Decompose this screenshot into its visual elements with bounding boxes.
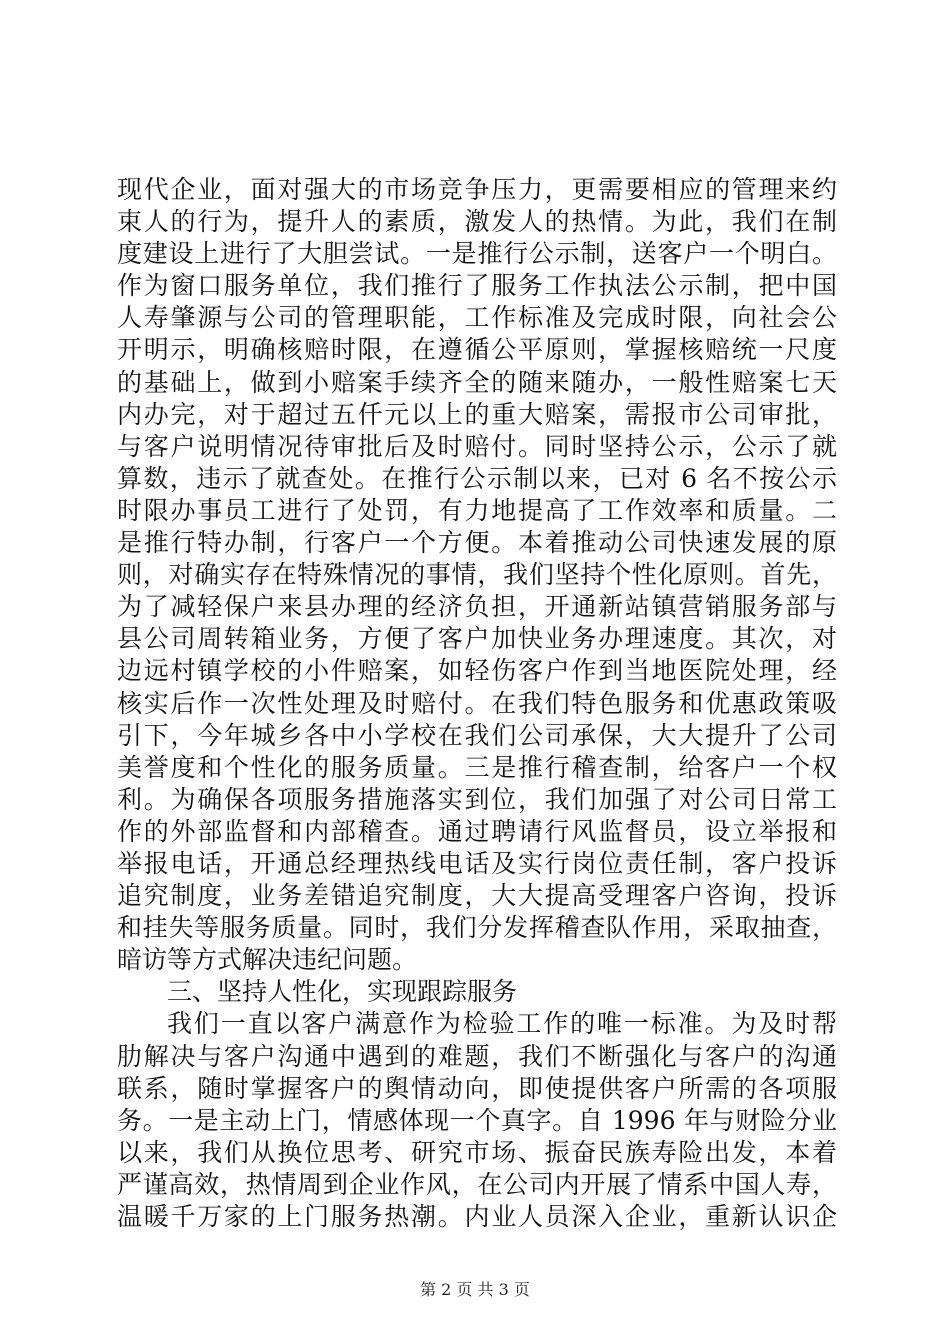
text-line-31: 以来，我们从换位思考、研究市场、振奋民族寿险出发，本着 <box>117 1137 837 1167</box>
text-line-30: 务。一是主动上门，情感体现一个真字。自 1996 年与财险分业 <box>117 1105 837 1135</box>
text-line-16: 边远村镇学校的小件赔案，如轻伤客户作到当地医院处理，经 <box>117 656 837 686</box>
text-line-25: 暗访等方式解决违纪问题。 <box>117 945 418 975</box>
text-line-18: 引下，今年城乡各中小学校在我们公司承保，大大提升了公司 <box>117 720 837 750</box>
section-heading: 三、坚持人性化，实现跟踪服务 <box>167 977 518 1007</box>
text-line-7: 的基础上，做到小赔案手续齐全的随来随办，一般性赔案七天 <box>117 367 837 397</box>
text-line-17: 核实后作一次性处理及时赔付。在我们特色服务和优惠政策吸 <box>117 688 837 718</box>
text-line-2: 束人的行为，提升人的素质，激发人的热情。为此，我们在制 <box>117 207 837 237</box>
text-line-11: 时限办事员工进行了处罚，有力地提高了工作效率和质量。二 <box>117 495 837 525</box>
document-body <box>117 174 837 1233</box>
text-line-9: 与客户说明情况待审批后及时赔付。同时坚持公示，公示了就 <box>117 431 837 461</box>
text-line-12: 是推行特办制，行客户一个方便。本着推动公司快速发展的原 <box>117 528 837 558</box>
page-footer: 第 2 页 共 3 页 <box>420 1280 530 1299</box>
text-line-14: 为了减轻保户来县办理的经济负担，开通新站镇营销服务部与 <box>117 592 837 622</box>
text-line-23: 追究制度，业务差错追究制度，大大提高受理客户咨询，投诉 <box>117 881 837 911</box>
text-line-24: 和挂失等服务质量。同时，我们分发挥稽查队作用，采取抽查， <box>117 913 837 943</box>
text-line-10: 算数，违示了就查处。在推行公示制以来，已对 6 名不按公示 <box>117 463 837 493</box>
text-line-20: 利。为确保各项服务措施落实到位，我们加强了对公司日常工 <box>117 784 837 814</box>
text-line-5: 人寿肇源与公司的管理职能，工作标准及完成时限，向社会公 <box>117 303 837 333</box>
text-line-6: 开明示，明确核赔时限，在遵循公平原则，掌握核赔统一尺度 <box>117 335 837 365</box>
text-line-3: 度建设上进行了大胆尝试。一是推行公示制，送客户一个明白。 <box>117 239 837 269</box>
text-line-33: 温暖千万家的上门服务热潮。内业人员深入企业，重新认识企 <box>117 1202 837 1231</box>
text-line-15: 县公司周转箱业务，方便了客户加快业务办理速度。其次，对 <box>117 624 837 654</box>
text-line-1: 现代企业，面对强大的市场竞争压力，更需要相应的管理来约 <box>117 175 837 204</box>
text-line-21: 作的外部监督和内部稽查。通过聘请行风监督员，设立举报和 <box>117 816 837 846</box>
text-line-28: 肋解决与客户沟通中遇到的难题，我们不断强化与客户的沟通 <box>117 1041 837 1071</box>
text-line-8: 内办完，对于超过五仟元以上的重大赔案，需报市公司审批， <box>117 399 837 429</box>
text-line-27: 我们一直以客户满意作为检验工作的唯一标准。为及时帮 <box>167 1009 837 1039</box>
text-line-29: 联系，随时掌握客户的舆情动向，即使提供客户所需的各项服 <box>117 1073 837 1103</box>
text-line-32: 严谨高效，热情周到企业作风，在公司内开展了情系中国人寿， <box>117 1169 837 1199</box>
text-line-13: 则，对确实存在特殊情况的事情，我们坚持个性化原则。首先， <box>117 560 837 590</box>
text-line-19: 美誉度和个性化的服务质量。三是推行稽查制，给客户一个权 <box>117 752 837 782</box>
text-line-4: 作为窗口服务单位，我们推行了服务工作执法公示制，把中国 <box>117 271 837 301</box>
text-line-22: 举报电话，开通总经理热线电话及实行岗位责任制，客户投诉 <box>117 848 837 878</box>
